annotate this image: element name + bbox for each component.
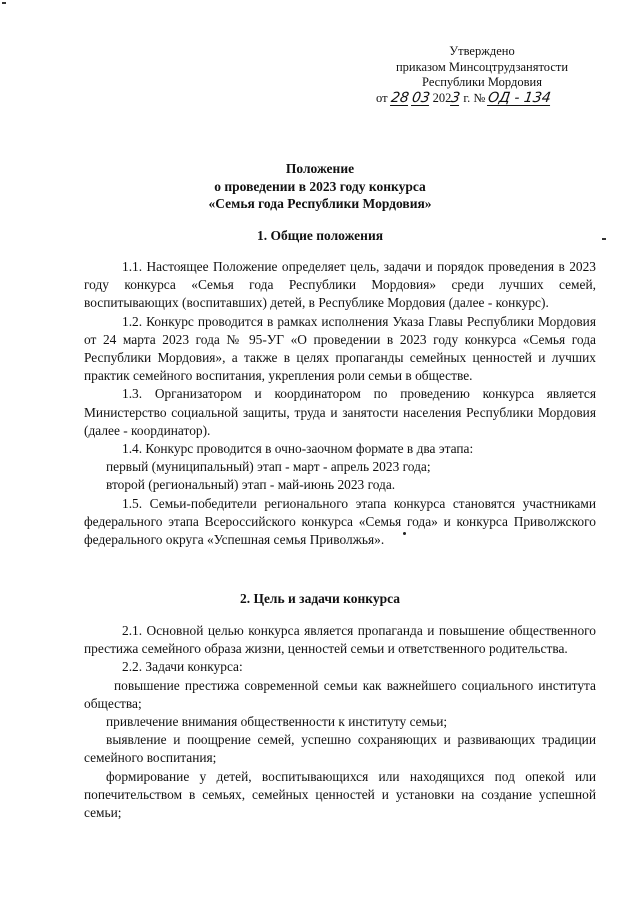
- approval-line-3: Республики Мордовия: [422, 75, 542, 89]
- paragraph-1-4-stage-1: первый (муниципальный) этап - март - апрель 2023 года;: [106, 459, 431, 475]
- scan-dot: [403, 532, 406, 535]
- section-1-body: [84, 258, 596, 549]
- approval-line-1: Утверждено: [449, 44, 515, 58]
- title-line-3: «Семья года Республики Мордовия»: [208, 196, 432, 211]
- date-day: 28: [389, 89, 410, 106]
- task-item: формирование у детей, воспитывающихся или находящихся под опекой или попечительством в семьях, семейных ценностей и установки на создание успешной семьи;: [84, 768, 596, 821]
- paragraph-2-1: 2.1. Основной целью конкурса является пропаганда и повышение общественного престижа семейного образа жизни, ценностей семьи и ответственного родительства.: [84, 623, 596, 657]
- approval-stamp: [372, 44, 592, 106]
- section-2-body: [84, 622, 596, 822]
- paragraph-2-2: 2.2. Задачи конкурса:: [122, 659, 243, 675]
- paragraph-1-4: 1.4. Конкурс проводится в очно-заочном формате в два этапа:: [122, 441, 474, 457]
- section-2-heading: 2. Цель и задачи конкурса: [239, 591, 401, 606]
- approval-line-2: приказом Минсоцтрудзанятости: [395, 59, 569, 74]
- order-number: ОД - 134: [487, 89, 553, 106]
- date-prefix: от: [376, 90, 388, 105]
- task-item: привлечение внимания общественности к институту семьи;: [106, 714, 448, 730]
- date-year-suffix: 3: [450, 89, 462, 106]
- date-month: 03: [410, 89, 431, 106]
- title-line-2: о проведении в 2023 году конкурса: [214, 178, 426, 194]
- date-year-label: г. №: [463, 90, 486, 105]
- scan-mark: [2, 2, 6, 4]
- scan-mark: [602, 238, 606, 240]
- task-item: повышение престижа современной семьи как важнейшего социального института общества;: [84, 677, 596, 711]
- date-year-prefix: 202: [432, 90, 452, 105]
- paragraph-1-2: 1.2. Конкурс проводится в рамках исполнения Указа Главы Республики Мордовия от 24 марта 2023 года № 95-УГ «О проведении в 2023 году конкурса «Семья года Республики Мордовия», а также в целях пропаганды семейных ценностей и лучших практик семейного воспитания, укрепления роли семьи в обществе.: [84, 313, 596, 384]
- paragraph-1-1: 1.1. Настоящее Положение определяет цель, задачи и порядок проведения в 2023 году конкурса «Семья года Республики Мордовия» среди лучших семей, воспитывающих (воспитавших) детей, в Республике Мордовия (далее - конкурс).: [84, 259, 596, 311]
- paragraph-1-5: 1.5. Семьи-победители регионального этапа конкурса становятся участниками федерального этапа Всероссийского конкурса «Семья года» и конкурса Приволжского федерального округа «Успешная семья Приволжья».: [84, 495, 596, 548]
- section-1-heading: 1. Общие положения: [256, 228, 384, 243]
- approval-date-line: [372, 91, 592, 107]
- title-line-1: Положение: [285, 161, 355, 176]
- document-title: [0, 160, 640, 213]
- paragraph-1-3: 1.3. Организатором и координатором по проведению конкурса является Министерство социальной защиты, труда и занятости населения Республики Мордовия (далее - координатор).: [84, 386, 596, 438]
- paragraph-1-4-stage-2: второй (региональный) этап - май-июнь 2023 года.: [106, 477, 396, 493]
- task-item: выявление и поощрение семей, успешно сохраняющих и развивающих традиции семейного воспитания;: [84, 732, 596, 766]
